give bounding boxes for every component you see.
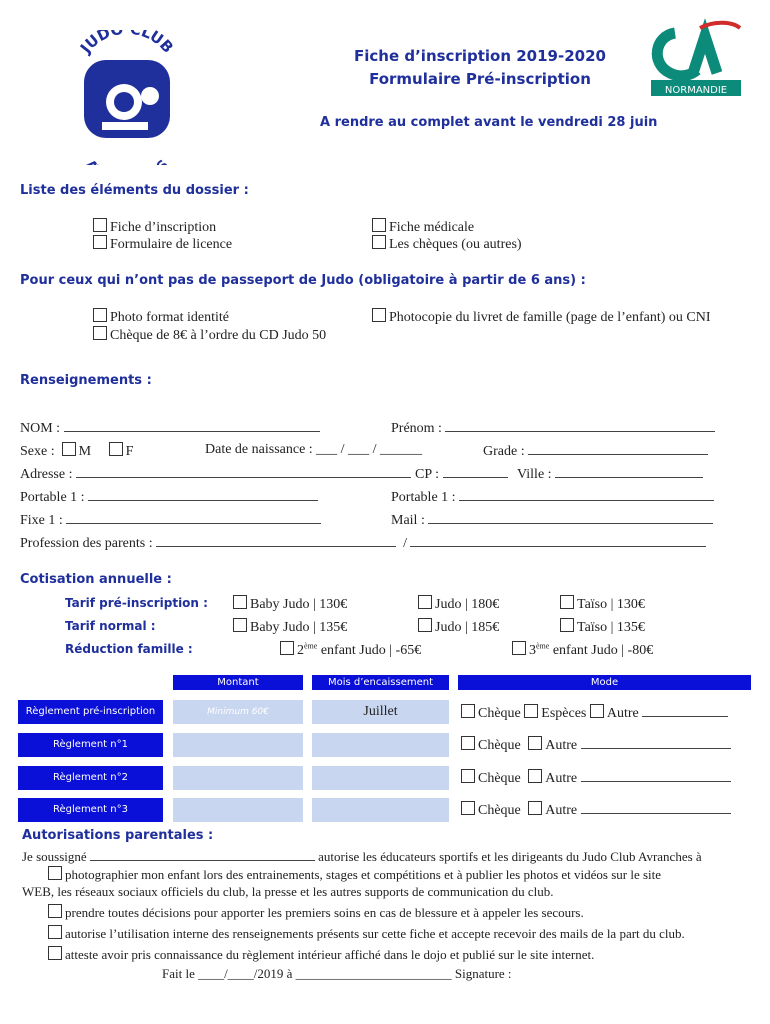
cheque-checkbox[interactable]: [461, 704, 475, 718]
deadline-notice: A rendre au complet avant le vendredi 28 juin: [320, 115, 658, 130]
checkbox[interactable]: [512, 641, 526, 655]
checkbox[interactable]: [560, 618, 574, 632]
judo-normal-option[interactable]: Judo | 185€: [418, 618, 499, 636]
montant-input[interactable]: [173, 766, 303, 790]
profession-field[interactable]: Profession des parents : /: [20, 534, 706, 552]
autorisation-photo[interactable]: photographier mon enfant lors des entrainements, stages et compétitions et à publier les photos et vidéos sur le site: [48, 866, 661, 883]
naissance-field[interactable]: Date de naissance : ___ / ___ / ______: [205, 442, 422, 457]
cotisation-heading: Cotisation annuelle :: [20, 572, 172, 587]
tarif-normal-label: Tarif normal :: [65, 619, 156, 633]
enfant2-option[interactable]: 2ème enfant Judo | -65€: [280, 641, 421, 659]
checkbox[interactable]: [372, 218, 386, 232]
autorisation-donnees[interactable]: autorise l’utilisation interne des renseignements présents sur cette fiche et accepte recevoir des mails de la part du club.: [48, 925, 685, 942]
row-label: Règlement n°2: [18, 766, 163, 790]
mois-input[interactable]: Juillet: [312, 700, 449, 724]
form-title-line1: Fiche d’inscription 2019-2020: [354, 47, 606, 65]
checkbox[interactable]: [93, 235, 107, 249]
autre-checkbox[interactable]: [528, 769, 542, 783]
checkbox[interactable]: [93, 326, 107, 340]
renseignements-heading: Renseignements :: [20, 373, 152, 388]
col-mois: Mois d’encaissement: [312, 675, 449, 690]
sexe-field[interactable]: Sexe : M F: [20, 444, 134, 459]
checkbox[interactable]: [93, 308, 107, 322]
row-label: Règlement pré-inscription: [18, 700, 163, 724]
reduction-label: Réduction famille :: [65, 642, 193, 656]
passport-item-livret[interactable]: Photocopie du livret de famille (page de l’enfant) ou CNI: [372, 308, 711, 326]
svg-text:JUDO CLUB: [76, 30, 177, 57]
mode-options: Chèque Autre: [461, 801, 731, 819]
club-logo-bottom-text: [82, 157, 172, 165]
passport-item-cheque[interactable]: Chèque de 8€ à l’ordre du CD Judo 50: [93, 326, 326, 344]
checkbox[interactable]: [280, 641, 294, 655]
autorisation-photo-line2: WEB, les réseaux sociaux officiels du club, la presse et les autres supports de communication du club.: [22, 884, 554, 899]
ville-field[interactable]: Ville :: [517, 465, 703, 483]
passport-item-photo[interactable]: Photo format identité: [93, 308, 229, 326]
mode-options: Chèque Espèces Autre: [461, 704, 728, 722]
mode-options: Chèque Autre: [461, 769, 731, 787]
club-logo: [62, 30, 192, 165]
grade-field[interactable]: Grade :: [483, 442, 708, 460]
dossier-item-medicale[interactable]: Fiche médicale: [372, 218, 474, 236]
mois-input[interactable]: [312, 798, 449, 822]
sexe-f-checkbox[interactable]: [109, 442, 123, 456]
adresse-field[interactable]: Adresse :: [20, 465, 411, 483]
dossier-heading: Liste des éléments du dossier :: [20, 183, 249, 198]
cheque-checkbox[interactable]: [461, 769, 475, 783]
row-label: Règlement n°3: [18, 798, 163, 822]
autre-checkbox[interactable]: [528, 736, 542, 750]
checkbox[interactable]: [93, 218, 107, 232]
portable1-field[interactable]: Portable 1 :: [20, 488, 318, 506]
autre-checkbox[interactable]: [590, 704, 604, 718]
baby-pre-option[interactable]: Baby Judo | 130€: [233, 595, 347, 613]
passport-heading: Pour ceux qui n’ont pas de passeport de Judo (obligatoire à partir de 6 ans) :: [20, 273, 586, 288]
enfant3-option[interactable]: 3ème enfant Judo | -80€: [512, 641, 653, 659]
montant-input[interactable]: Minimum 60€: [173, 700, 303, 724]
row-label: Règlement n°1: [18, 733, 163, 757]
mail-field[interactable]: Mail :: [391, 511, 713, 529]
tarif-pre-label: Tarif pré-inscription :: [65, 596, 208, 610]
signature-line[interactable]: Fait le ____/____/2019 à ________________________ Signature :: [162, 966, 512, 981]
sponsor-logo: [645, 18, 745, 100]
checkbox[interactable]: [48, 866, 62, 880]
cheque-checkbox[interactable]: [461, 736, 475, 750]
judo-pre-option[interactable]: Judo | 180€: [418, 595, 499, 613]
prenom-field[interactable]: Prénom :: [391, 419, 715, 437]
autorisation-reglement[interactable]: atteste avoir pris connaissance du règlement intérieur affiché dans le dojo et publié sur le site internet.: [48, 946, 594, 963]
col-mode: Mode: [458, 675, 751, 690]
svg-text:AVRANCHES: [82, 157, 172, 165]
checkbox[interactable]: [48, 904, 62, 918]
checkbox[interactable]: [48, 946, 62, 960]
form-title-line2: Formulaire Pré-inscription: [369, 70, 591, 88]
mois-input[interactable]: [312, 733, 449, 757]
taiso-normal-option[interactable]: Taïso | 135€: [560, 618, 645, 636]
checkbox[interactable]: [48, 925, 62, 939]
club-logo-top-text: JUD LUB: [76, 30, 177, 57]
nom-field[interactable]: NOM :: [20, 419, 320, 437]
autorisation-intro: Je soussigné autorise les éducateurs sportifs et les dirigeants du Judo Club Avranches à: [22, 849, 702, 864]
taiso-pre-option[interactable]: Taïso | 130€: [560, 595, 645, 613]
autorisations-heading: Autorisations parentales :: [22, 828, 214, 843]
baby-normal-option[interactable]: Baby Judo | 135€: [233, 618, 347, 636]
checkbox[interactable]: [560, 595, 574, 609]
montant-input[interactable]: [173, 733, 303, 757]
dossier-item-fiche[interactable]: Fiche d’inscription: [93, 218, 216, 236]
checkbox[interactable]: [372, 235, 386, 249]
checkbox[interactable]: [233, 595, 247, 609]
sexe-m-checkbox[interactable]: [62, 442, 76, 456]
checkbox[interactable]: [233, 618, 247, 632]
checkbox[interactable]: [418, 595, 432, 609]
dossier-item-licence[interactable]: Formulaire de licence: [93, 235, 232, 253]
cp-field[interactable]: CP :: [415, 465, 508, 483]
mois-input[interactable]: [312, 766, 449, 790]
montant-input[interactable]: [173, 798, 303, 822]
dossier-item-cheques[interactable]: Les chèques (ou autres): [372, 235, 522, 253]
fixe-field[interactable]: Fixe 1 :: [20, 511, 321, 529]
sponsor-logo-text: NORMANDIE: [664, 85, 728, 96]
mode-options: Chèque Autre: [461, 736, 731, 754]
col-montant: Montant: [173, 675, 303, 690]
cheque-checkbox[interactable]: [461, 801, 475, 815]
especes-checkbox[interactable]: [524, 704, 538, 718]
autre-checkbox[interactable]: [528, 801, 542, 815]
autorisation-soins[interactable]: prendre toutes décisions pour apporter les premiers soins en cas de blessure et à appeler les secours.: [48, 904, 584, 921]
checkbox[interactable]: [372, 308, 386, 322]
checkbox[interactable]: [418, 618, 432, 632]
portable1b-field[interactable]: Portable 1 :: [391, 488, 714, 506]
